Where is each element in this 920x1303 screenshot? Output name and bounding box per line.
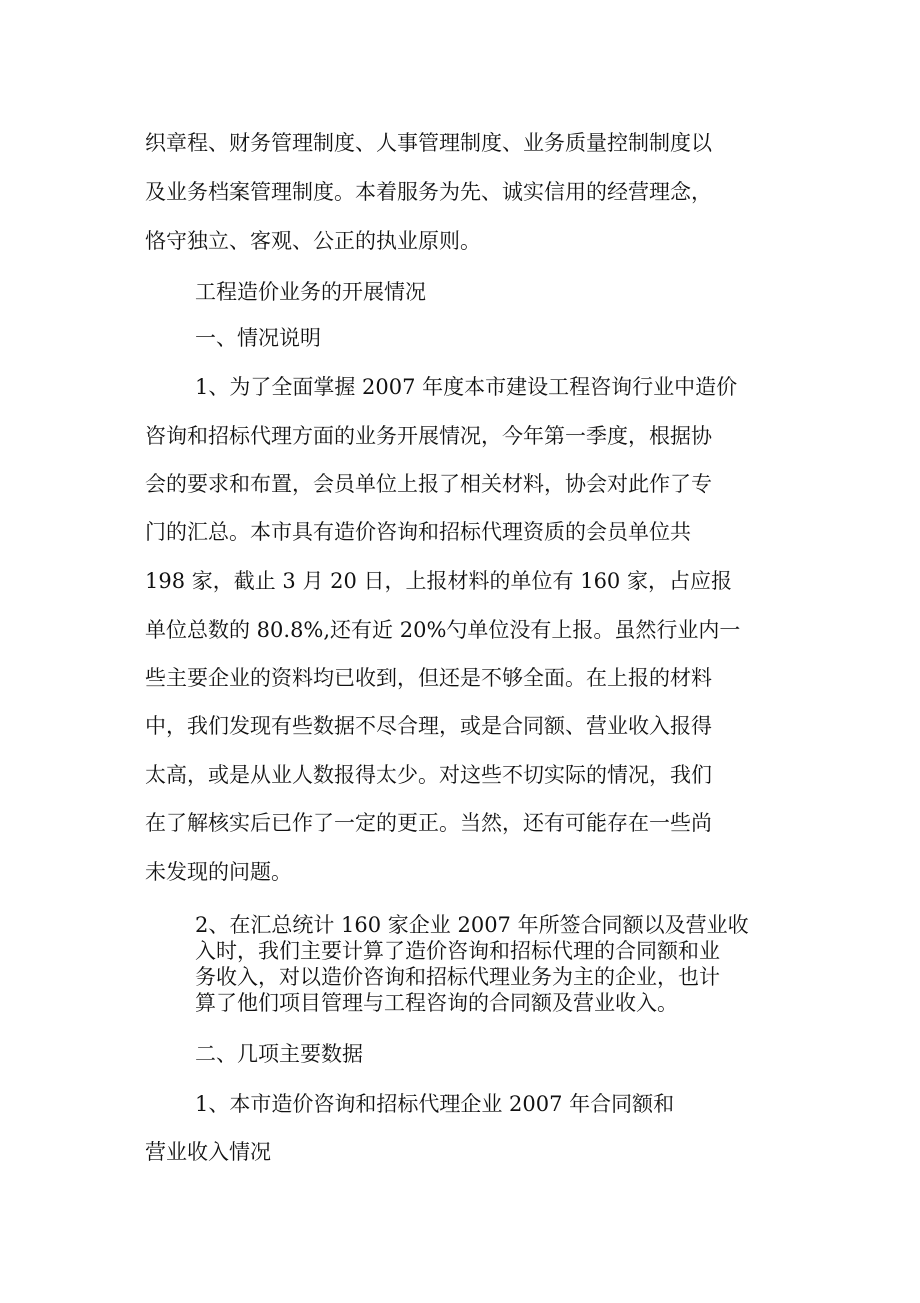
- section-heading: 二、几项主要数据: [195, 1042, 363, 1066]
- text-line: 恪守独立、客观、公正的执业原则。: [145, 229, 481, 253]
- text-line: 会的要求和布置，会员单位上报了相关材料，协会对此作了专: [145, 472, 712, 496]
- text-line: 单位总数的 80.8%,还有近 20%勺单位没有上报。虽然行业内一: [145, 618, 741, 642]
- text-line: 些主要企业的资料均已收到，但还是不够全面。在上报的材料: [145, 666, 712, 690]
- section-heading: 一、情况说明: [195, 326, 321, 350]
- text-line: 及业务档案管理制度。本着服务为先、诚实信用的经营理念，: [145, 180, 712, 204]
- text-line: 营业收入情况: [145, 1140, 271, 1164]
- text-line: 198 家，截止 3 月 20 日，上报材料的单位有 160 家，占应报: [145, 569, 732, 593]
- text-line: 1、为了全面掌握 2007 年度本市建设工程咨询行业中造价: [195, 375, 738, 399]
- text-line: 在了解核实后已作了一定的更正。当然，还有可能存在一些尚: [145, 811, 712, 835]
- text-line: 2、在汇总统计 160 家企业 2007 年所签合同额以及营业收: [195, 913, 749, 937]
- text-line: 中，我们发现有些数据不尽合理，或是合同额、营业收入报得: [145, 714, 712, 738]
- text-line: 织章程、财务管理制度、人事管理制度、业务质量控制制度以: [145, 131, 712, 155]
- text-line: 太高，或是从业人数报得太少。对这些不切实际的情况，我们: [145, 763, 712, 787]
- text-line: 入时，我们主要计算了造价咨询和招标代理的合同额和业: [195, 939, 720, 963]
- text-line: 1、本市造价咨询和招标代理企业 2007 年合同额和: [195, 1092, 675, 1116]
- text-line: 务收入，对以造价咨询和招标代理业务为主的企业，也计: [195, 965, 720, 989]
- text-line: 咨询和招标代理方面的业务开展情况，今年第一季度，根据协: [145, 424, 712, 448]
- text-line: 未发现的问题。: [145, 860, 292, 884]
- text-line: 算了他们项目管理与工程咨询的合同额及营业收入。: [195, 991, 678, 1015]
- text-line: 门的汇总。本市具有造价咨询和招标代理资质的会员单位共: [145, 520, 691, 544]
- section-heading: 工程造价业务的开展情况: [195, 280, 426, 304]
